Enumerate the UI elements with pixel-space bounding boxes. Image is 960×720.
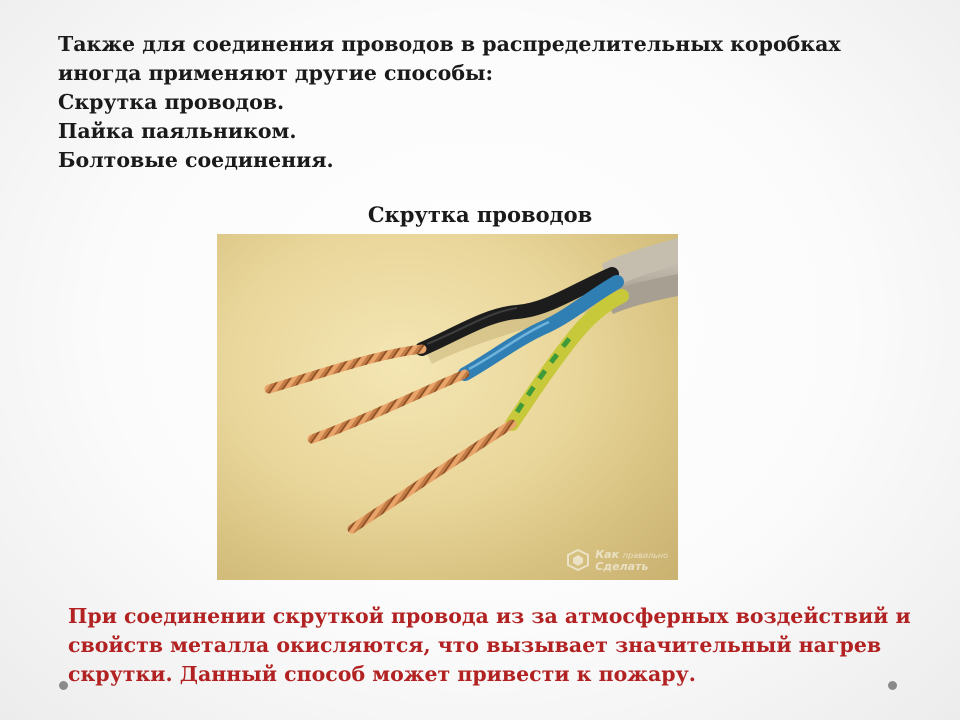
warning-line: скрутки. Данный способ может привести к пожару. bbox=[68, 662, 696, 686]
copper-twist-3 bbox=[352, 424, 512, 529]
copper-twist-1 bbox=[269, 349, 422, 389]
wires-illustration bbox=[217, 234, 678, 580]
watermark-word-sdelat: Сделать bbox=[595, 559, 649, 573]
warning-line: При соединении скруткой провода из за атмосферных воздействий и bbox=[68, 604, 911, 628]
method-twisting: Скрутка проводов. bbox=[58, 90, 285, 114]
intro-line: Также для соединения проводов в распределительных коробках bbox=[58, 32, 841, 56]
warning-text bbox=[68, 602, 928, 689]
photo-title: Скрутка проводов bbox=[367, 202, 593, 227]
watermark-word-kak: Как bbox=[595, 547, 620, 561]
intro-text bbox=[58, 30, 918, 175]
cube-logo-icon bbox=[566, 548, 590, 572]
warning-line: свойств металла окисляются, что вызывает значительный нагрев bbox=[68, 633, 882, 657]
method-soldering: Пайка паяльником. bbox=[58, 119, 297, 143]
intro-line: иногда применяют другие способы: bbox=[58, 61, 494, 85]
wire-twisting-photo bbox=[217, 234, 678, 580]
decorative-dot-right bbox=[888, 681, 897, 690]
decorative-dot-left bbox=[59, 681, 68, 690]
watermark-word-pravilno: правильно bbox=[622, 550, 668, 560]
method-bolted: Болтовые соединения. bbox=[58, 148, 334, 172]
copper-twist-2 bbox=[312, 374, 465, 439]
watermark-logo bbox=[566, 548, 668, 572]
